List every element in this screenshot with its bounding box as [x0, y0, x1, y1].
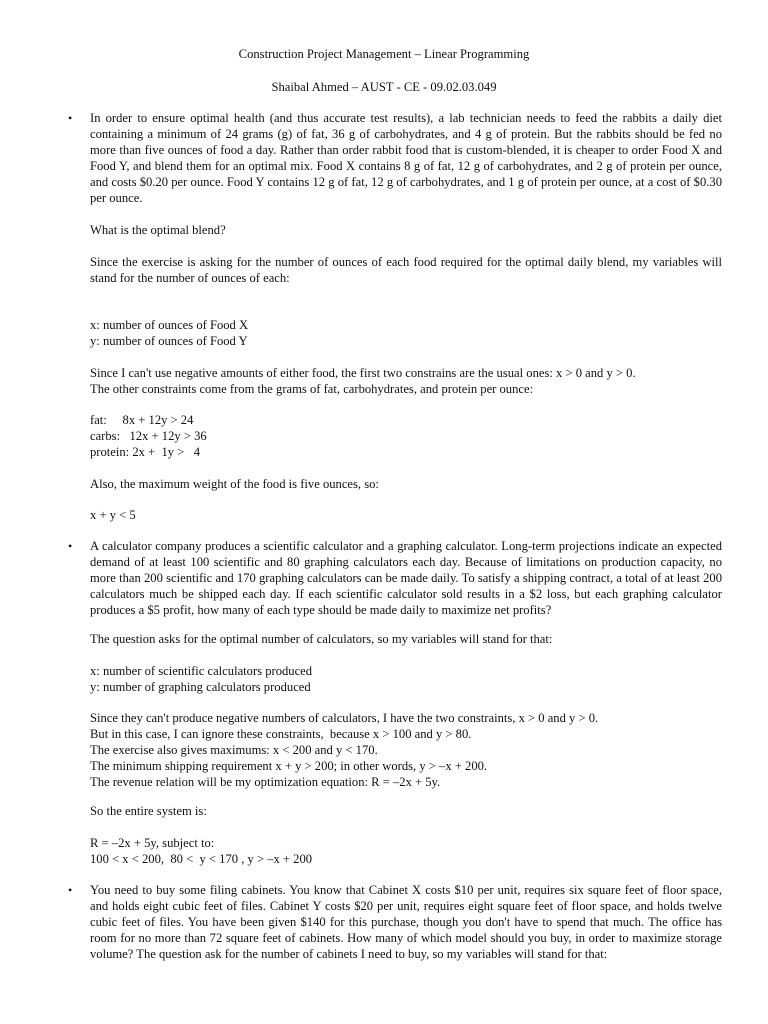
problem-2-line: The exercise also gives maximums: x < 200 and y < 170. [90, 743, 378, 757]
carbs-constraint-text: carbs: 12x + 12y > 36 [90, 429, 207, 443]
problem-2-question: The question asks for the optimal number of calculators, so my variables will stand for that: [90, 632, 553, 646]
problem-2-variable-x: x: number of scientific calculators produced [90, 664, 313, 678]
weight-equation: x + y < 5 [90, 508, 136, 522]
problem-2-constraint-lines [90, 710, 722, 790]
problem-1-variable-y: y: number of ounces of Food Y [90, 334, 248, 348]
weight-note: Also, the maximum weight of the food is five ounces, so: [90, 477, 379, 491]
problem-1-constraints-line-1: Since I can't use negative amounts of either food, the first two constrains are the usual ones: x > 0 and y > 0. [90, 366, 636, 380]
problem-1-constraints-line-2: The other constraints come from the grams of fat, carbohydrates, and protein per ounce: [90, 382, 534, 396]
fat-constraint-text: fat: 8x + 12y > 24 [90, 413, 194, 427]
bullet-2: • [68, 539, 73, 553]
document-author: Shaibal Ahmed – AUST - CE - 09.02.03.049 [271, 80, 497, 94]
problem-2-line: The minimum shipping requirement x + y > 200; in other words, y > –x + 200. [90, 759, 488, 773]
problem-2-system-line-1: R = –2x + 5y, subject to: [90, 836, 215, 850]
problem-2-system-line-2-text: 100 < x < 200, 80 < y < 170 , y > –x + 200 [90, 852, 313, 866]
carbs-constraint [90, 428, 722, 444]
protein-constraint-text: protein: 2x + 1y > 4 [90, 445, 201, 459]
problem-2-line: The revenue relation will be my optimization equation: R = –2x + 5y. [90, 775, 441, 789]
bullet-3: • [68, 883, 73, 897]
problem-2-line: Since they can't produce negative numbers of calculators, I have the two constraints, x > 0 and y > 0. [90, 711, 599, 725]
protein-constraint [90, 444, 722, 460]
problem-2-intro: A calculator company produces a scientific calculator and a graphing calculator. Long-term projections indicate an expected demand of at least 100 scientific and 80 graphing calculators each day. Because of limitations on production capacity, no more than 200 scientific and 170 graphing calculators can be made daily. To satisfy a shipping contract, a total of at least 200 calculators much be shipped each day. If each scientific calculator sold results in a $2 loss, but each graphing calculator produces a $5 profit, how many of each type should be made daily to maximize net profits? [90, 539, 722, 617]
problem-2-variable-y: y: number of graphing calculators produced [90, 680, 311, 694]
fat-constraint [90, 412, 722, 428]
problem-2-line: But in this case, I can ignore these constraints, because x > 100 and y > 80. [90, 727, 472, 741]
problem-2-system-line-2 [90, 851, 722, 867]
problem-3-intro: You need to buy some filing cabinets. You know that Cabinet X costs $10 per unit, requires six square feet of floor space, and holds eight cubic feet of files. Cabinet Y costs $20 per unit, requires eight square feet of floor space, and holds twelve cubic feet of files. You have been given $140 for this purchase, though you don't have to spend that much. The office has room for no more than 72 square feet of cabinets. How many of which model should you buy, in order to maximize storage volume? The question ask for the number of cabinets I need to buy, so my variables will stand for that: [90, 883, 722, 961]
problem-2-system-intro: So the entire system is: [90, 804, 207, 818]
problem-1-variables-intro: Since the exercise is asking for the number of ounces of each food required for the optimal daily blend, my variables will stand for the number of ounces of each: [90, 255, 722, 285]
problem-1-intro: In order to ensure optimal health (and thus accurate test results), a lab technician needs to feed the rabbits a daily diet containing a minimum of 24 grams (g) of fat, 36 g of carbohydrates, and 4 g of protein. But the rabbits should be fed no more than five ounces of food a day. Rather than order rabbit food that is custom-blended, it is cheaper to order Food X and Food Y, and blend them for an optimal mix. Food X contains 8 g of fat, 12 g of carbohydrates, and 2 g of protein per ounce, and costs $0.20 per ounce. Food Y contains 12 g of fat, 12 g of carbohydrates, and 1 g of protein per ounce, at a cost of $0.30 per ounce. [90, 111, 722, 205]
bullet-1: • [68, 111, 73, 125]
problem-1-variable-x: x: number of ounces of Food X [90, 318, 249, 332]
document-title: Construction Project Management – Linear Programming [238, 47, 530, 61]
problem-1-question: What is the optimal blend? [90, 223, 226, 237]
